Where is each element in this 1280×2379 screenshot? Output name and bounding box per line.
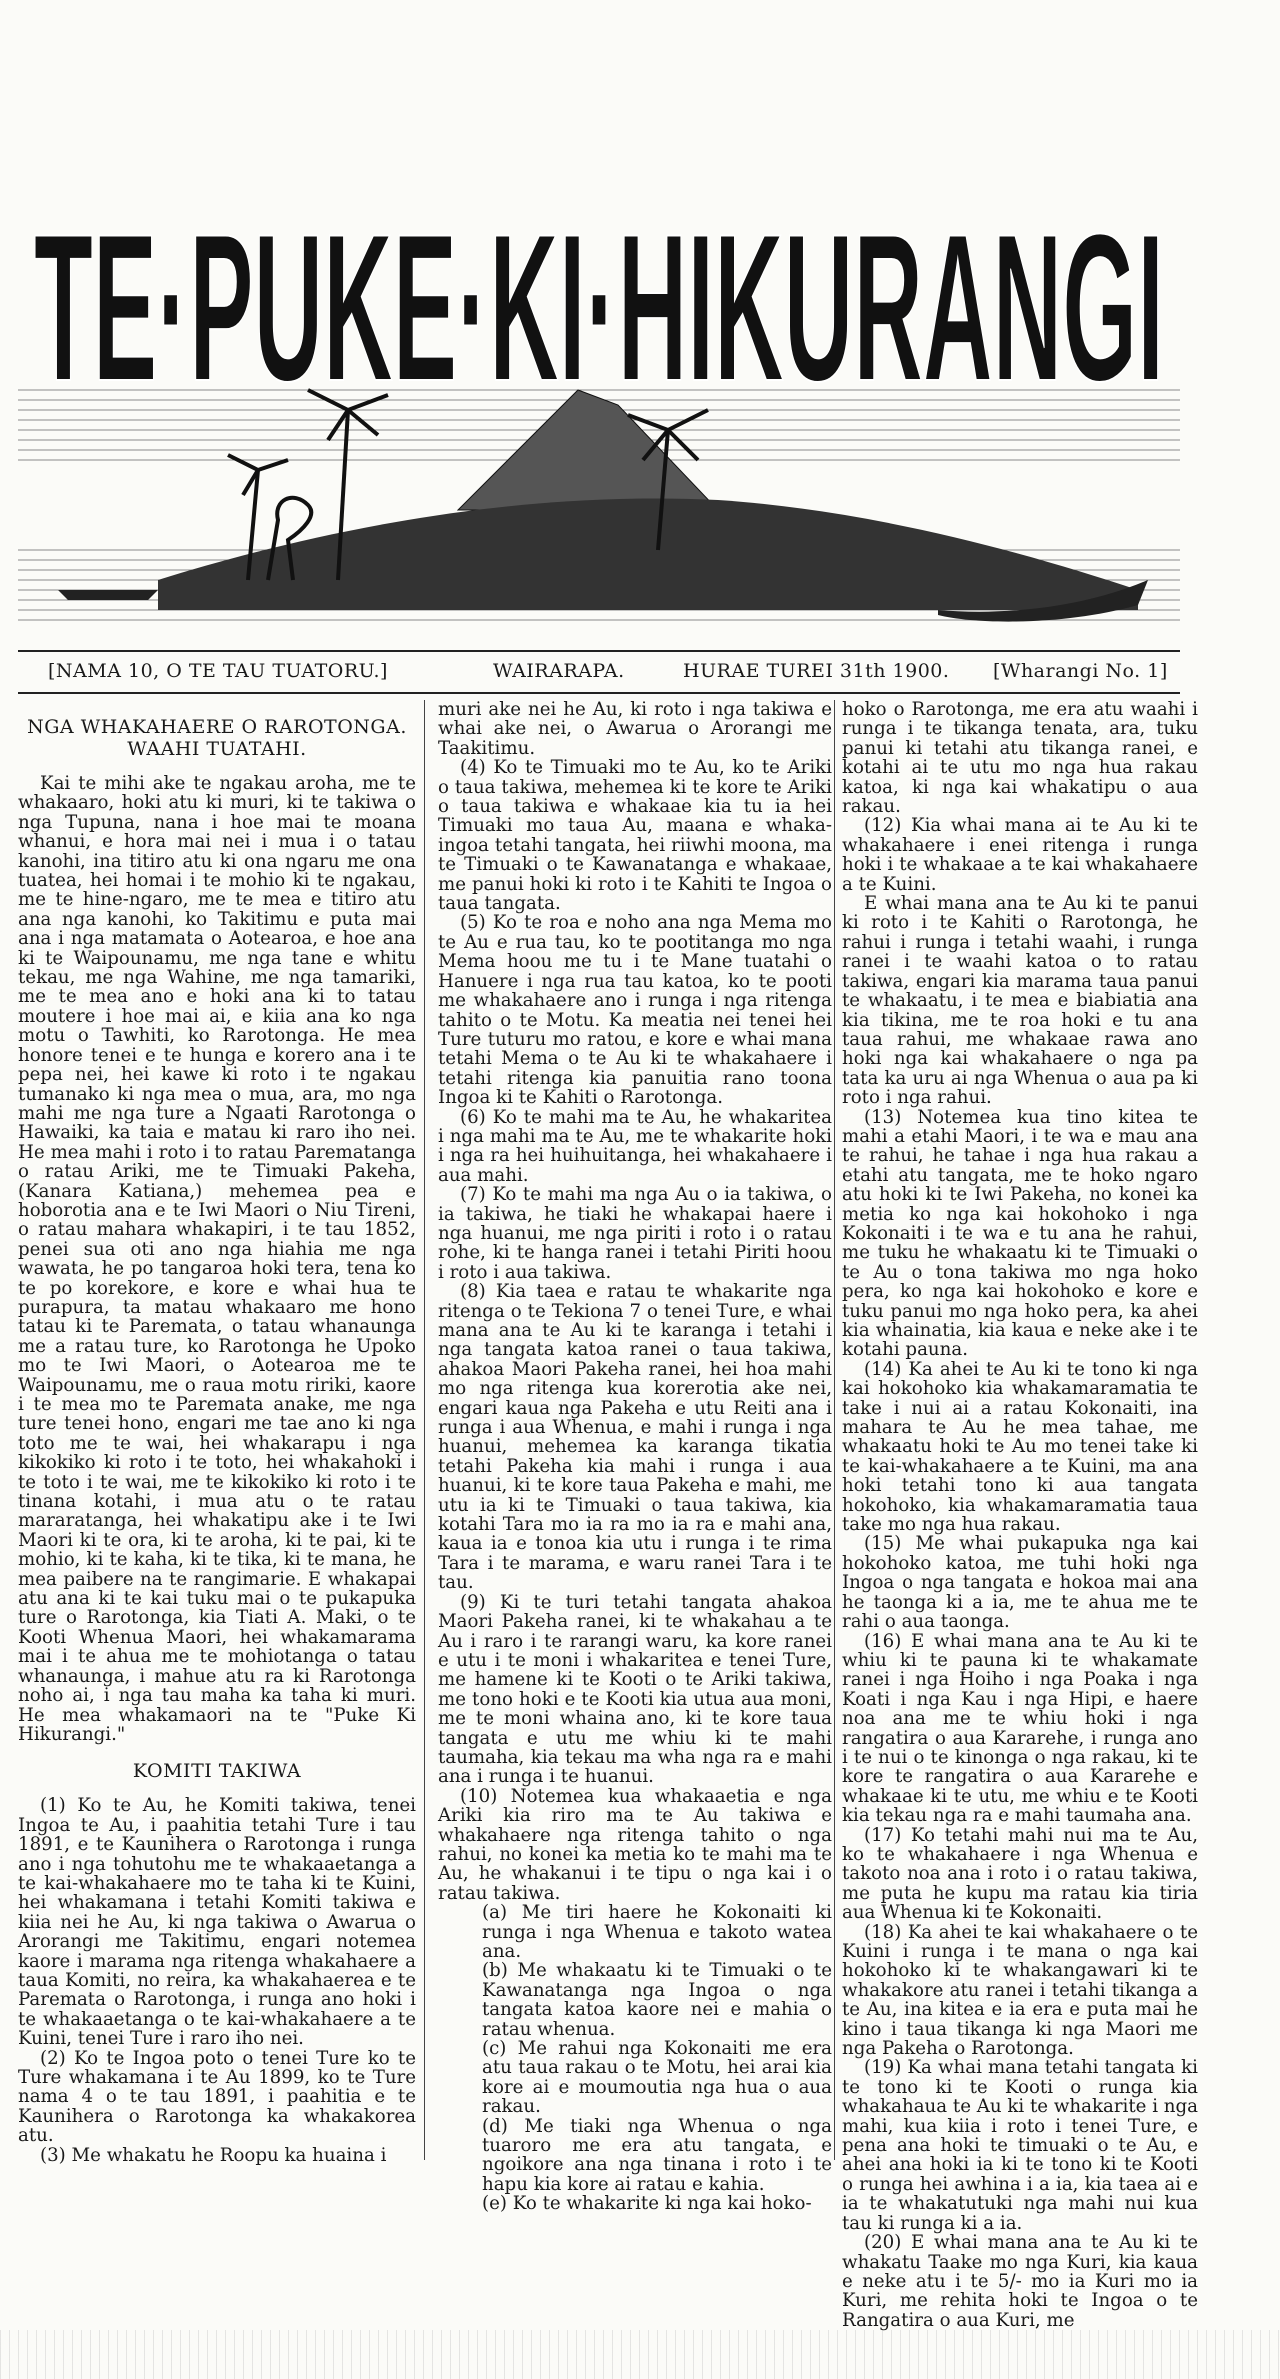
masthead-title: TE·PUKE·KI·HIKURANGI: [34, 190, 1164, 425]
column-1: [18, 700, 416, 2165]
scan-edge-noise: [0, 2330, 1280, 2379]
article-paragraph: hoko o Rarotonga, me era atu waahi i runga i te tikanga tenata, ara, tuku panui ki tetahi atu tikanga ranei, e kotahi ai te utu mo nga hua rakau katoa, ki nga kai whakatipu o aua rakau.: [842, 699, 1198, 818]
section-heading: KOMITI TAKIWA: [132, 1760, 302, 1783]
column-divider: [424, 700, 425, 2160]
boat-icon: [58, 590, 158, 600]
article-paragraph: (17) Ko tetahi mahi nui ma te Au, ko te whakahaere i nga Whenua e takoto noa ana i roto i o ratau takiwa, me puta he kupu ma ratau kia tiria aua Whenua ki te Kokonaiti.: [842, 1824, 1198, 1924]
article-heading: NGA WHAKAHAERE O RAROTONGA. WAAHI TUATAHI.: [27, 716, 407, 760]
article-paragraph: Kai te mihi ake te ngakau aroha, me te whakaaro, hoki atu ki muri, ki te takiwa o nga Tupuna, nana i hoe mai te moana whanui, e hora mai nei i mua i o tatau kanohi, ina titiro atu ki ona ngaru me ona tuatea, hei homai i te mohio ki te ngakau, me te hine-ngaro, me te mea e titiro atu ana nga kanohi, ko Takitimu e puta mai ana i nga matamata o Aotearoa, e hoe ana ki te Waipounamu, me nga tane e whitu tekau, me nga Wahine, me nga tamariki, me te mea ano e hoki ana ki to tatau moutere i hoe mai ai, e kiia ana ko nga motu o Tawhiti, ko Rarotonga. He mea honore tenei e te hunga e korero ana i te pepa nei, hei kawe ki roto i te ngakau tumanako ki nga mea o mua, ara, mo nga mahi me nga ture a Ngaati Rarotonga o Hawaiki, ka taia e matau ki raro iho nei. He mea mahi i roto i to ratau Parematanga o ratau Ariki, me te Timuaki Pakeha, (Kanara Katiana,) mehemea pea e hoborotia ana e te Iwi Maori o Niu Tireni, o ratau mahara whakapiri, i te tau 1852, penei sua oti ano nga hiahia me nga wawata, he po tangaroa hoki tera, tena ko te po korekore, e kore e whai hua te purapura, ta matau whakaaro me hono tatau ki te Paremata, o tatau whanaunga me a ratau ture, ko Rarotonga he Upoko mo te Iwi Maori, o Aotearoa me te Waipounamu, me o raua motu ririki, kaore i te mea mo te Paremata anake, me nga ture tenei hono, engari me tae ano ki nga toto me te wai, hei whakarapu i nga kikokiko ki roto i te toto, hei whakahoki i te toto i te wai, me te kikokiko ki roto i te tinana kotahi, i mua atu o te ratau mararatanga, hei whakatipu ake i te Iwi Maori ki te ora, ki te aroha, ki te pai, ki te mohio, ki te kaha, ki te tika, ki te mana, he mea paibere na te rangimarie. E whakapai atu ana ki te kai tuku mai o te pukapuka ture o Rarotonga, kia Tiati A. Maki, o te Kooti Whenua Maori, hei whakamarama mai i te ahua me te mohiotanga o tatau whanaunga, i mahue atu ra ki Rarotonga noho ai, i nga tau maha ka taha ki muri. He mea whakamaori na te "Puke Ki Hikurangi.": [18, 773, 416, 1745]
article-paragraph: (20) E whai mana ana te Au ki te whakatu Taake mo nga Kuri, kia kaua e neke atu i te 5/- mo ia Kuri mo ia Kuri, me rehita hoki te Ingoa o te Rangatira o aua Kuri, me: [842, 2232, 1198, 2331]
masthead-illustration: [18, 110, 1180, 670]
article-paragraph: (14) Ka ahei te Au ki te tono ki nga kai hokohoko kia whakamaramatia te take i nui ai a ratau Kokonaiti, ina mahara te Au he mea tahae, me whakaatu hoki te Au mo tenei take ki te kai-whakahaere a te Kuini, ma ana hoki tetahi tono ki aua tangata hokohoko, kia whakamaramatia taua take mo nga hua rakau.: [842, 1358, 1198, 1536]
column-divider: [834, 700, 835, 2160]
article-paragraph: E whai mana ana te Au ki te panui ki roto i te Kahiti o Rarotonga, he rahui i runga i tetahi waahi, i runga ranei i te waahi katoa o to ratau takiwa, engari kia marama taua panui te whakaatu, i te mea e biabiatia ana kia tikina, me te roa hoki e tu ana taua rahui, me whakaae rawa ano hoki nga kai whakahaere o nga pa tata ka uru ai nga Whenua o aua pa ki roto i nga rahui.: [842, 893, 1198, 1109]
list-item: (b) Me whakaatu ki te Timuaki o te Kawanatanga nga Ingoa o nga tangata katoa kaore nei e mahia o ratau whenua.: [482, 1960, 832, 2040]
article-paragraph: (2) Ko te Ingoa poto o tenei Ture ko te Ture whakamana i te Au 1899, ko te Ture nama 4 o te tau 1891, i paahitia e te Kaunihera o Rarotonga ka whakakorea atu.: [18, 2047, 416, 2147]
column-2: [438, 700, 832, 2214]
masthead: [18, 110, 1180, 670]
column-3: [842, 700, 1198, 2330]
place-name: WAIRARAPA.: [493, 660, 625, 682]
article-paragraph: (15) Me whai pukapuka nga kai hokohoko katoa, me tuhi hoki nga Ingoa o nga tangata e hokoa mai ana he taonga ki a ia, me te ahua me te rahi o aua taonga.: [842, 1533, 1198, 1633]
issue-number: [NAMA 10, O TE TAU TUATORU.]: [48, 660, 388, 682]
article-paragraph: (13) Notemea kua tino kitea te mahi a etahi Maori, i te wa e mau ana te rahui, he tahae i nga hua rakau a etahi atu tangata, me te hoko ngaro atu hoki ki te Iwi Pakeha, no konei ka metia ko nga kai hokohoko i nga Kokonaiti i te wa e tu ana he rahui, me tuku he whakaatu ki te Timuaki o te Au o tona takiwa mo nga hoko pera, ko nga kai hokohoko e kore e tuku panui mo nga hoko pera, ka ahei kia whainatia, kia kaua e neke ake i te kotahi pauna.: [842, 1106, 1198, 1361]
page-number: [Wharangi No. 1]: [993, 660, 1168, 682]
article-paragraph: (8) Kia taea e ratau te whakarite nga ritenga o te Tekiona 7 o tenei Ture, e whai mana ana te Au ki te karanga i tetahi i nga tangata katoa ranei o taua takiwa, ahakoa Maori Pakeha ranei, hei hoa mahi mo nga ritenga kua korerotia ake nei, engari kaua nga Pakeha e utu Reiti ana i runga i aua Whenua, e mahi i runga i nga huanui, mehemea ka karanga tikatia tetahi Pakeha kia mahi i runga i aua huanui, ki te kore taua Pakeha e mahi, me utu ia ki te Timuaki o taua takiwa, kia kotahi Tara mo ia ra mo ia ra e mahi ana, kaua ia e tonoa kia utu i runga i te rima Tara i te marama, e waru ranei Tara i te tau.: [438, 1281, 832, 1594]
list-item: (d) Me tiaki nga Whenua o nga tuaroro me era atu tangata, e ngoikore ana nga tinana i roto i te hapu kia kore ai ratau e kahia.: [482, 2115, 832, 2195]
list-item: (a) Me tiri haere he Kokonaiti ki runga i nga Whenua e takoto watea ana.: [482, 1902, 832, 1962]
article-paragraph: (7) Ko te mahi ma nga Au o ia takiwa, o ia takiwa, he tiaki he whakapai haere i nga huanui, me nga piriti i roto i o ratau rohe, ki te hanga ranei i tetahi Piriti hoou i roto i aua takiwa.: [438, 1184, 832, 1283]
island: [158, 498, 1138, 610]
article-paragraph: (12) Kia whai mana ai te Au ki te whakahaere i enei ritenga i runga hoki i te whakaae a te kai whakahaere a te Kuini.: [842, 815, 1198, 895]
article-paragraph: (3) Me whakatu he Roopu ka huaina i: [40, 2144, 387, 2166]
list-item: (e) Ko te whakarite ki nga kai hoko-: [482, 2193, 812, 2215]
list-item: (c) Me rahui nga Kokonaiti me era atu taua rakau o te Motu, hei arai kia kore ai e moumoutia nga hua o aua rakau.: [482, 2038, 832, 2118]
article-paragraph: (18) Ka ahei te kai whakahaere o te Kuini i runga i te mana o nga kai hokohoko ki te whakangawari ki te whakakore atu ranei i tetahi tikanga a te Au, ina kitea e ia era e puta mai he kino i taua tikanga ki nga Maori me nga Pakeha o Rarotonga.: [842, 1921, 1198, 2060]
dateline: [18, 652, 1180, 692]
article-paragraph: (9) Ki te turi tetahi tangata ahakoa Maori Pakeha ranei, ki te whakahau a te Au i raro i te rarangi waru, ka kore ranei e utu i te moni i whakaritea e tenei Ture, me hamene ki te Kooti o te Ariki takiwa, me tono hoki e te Kooti kia utua aua moni, me te moni whaina ano, ki te kore taua tangata e utu me whiu ki te mahi taumaha, kia tekau ma wha nga ra e mahi ana i runga i te huanui.: [438, 1591, 832, 1788]
dateline-rule-bottom: [18, 692, 1180, 694]
issue-date: HURAE TUREI 31th 1900.: [683, 660, 950, 682]
article-paragraph: (16) E whai mana ana te Au ki te whiu ki te pauna ki te whakamate ranei i nga Hoiho i nga Poaka i nga Koati i nga Kau i nga Hipi, e haere noa ana me te whiu hoki i nga rangatira o aua Kararehe, i runga ano i te nui o te kinonga o nga rakau, ki te kore te rangatira o aua Kararehe e whakaae ki te utu, me whiu e te Kooti kia tekau nga ra e mahi taumaha ana.: [842, 1630, 1198, 1827]
article-paragraph: (4) Ko te Timuaki mo te Au, ko te Ariki o taua takiwa, mehemea ki te kore te Ariki o taua takiwa e whakaae kia tu ia hei Timuaki mo taua Au, maana e whaka-ingoa tetahi tangata, hei riiwhi moona, ma te Timuaki o te Kawanatanga e whakaae, me panui hoki ki roto i te Kahiti te Ingoa o taua tangata.: [438, 757, 832, 915]
article-paragraph: (5) Ko te roa e noho ana nga Mema mo te Au e rua tau, ko te pootitanga mo nga Mema hoou me tu i te Mane tuatahi o Hanuere i nga rua tau katoa, ko te pooti me whakahaere ano i runga i nga ritenga tahito o te Motu. Ka meatia nei tenei hei Ture tuturu mo ratou, e kore e whai mana tetahi Mema o te Au ki te whakahaere i tetahi ritenga kia panuitia rano toona Ingoa ki te Kahiti o Rarotonga.: [438, 912, 832, 1109]
article-paragraph: (19) Ka whai mana tetahi tangata ki te tono ki te Kooti o runga kia whakahaua te Au ki te whakarite i nga mahi, kua kiia i roto i tenei Ture, e pena ana hoki te timuaki o te Au, e ahei ana hoki ia ki te tono ki te Kooti o runga hei awhina i a ia, kia taea ai e ia te whakatutuki nga mahi nui kua tau ki runga ki a ia.: [842, 2057, 1198, 2234]
article-paragraph: muri ake nei he Au, ki roto i nga takiwa e whai ake nei, o Awarua o Arorangi me Taakitimu.: [438, 699, 832, 759]
article-paragraph: (6) Ko te mahi ma te Au, he whakaritea i nga mahi ma te Au, me te whakarite hoki i nga ra hei huihuitanga, hei whakahaere i aua mahi.: [438, 1106, 832, 1186]
article-paragraph: (10) Notemea kua whakaaetia e nga Ariki kia riro ma te Au takiwa e whakahaere nga ritenga tahito o nga rahui, no konei ka metia ko te mahi ma te Au, he whakanui i te tipu o nga kai i o ratau takiwa.: [438, 1785, 832, 1904]
article-paragraph: (1) Ko te Au, he Komiti takiwa, tenei Ingoa te Au, i paahitia tetahi Ture i tau 1891, e te Kaunihera o Rarotonga i runga ano i nga tohutohu me te whakaaetanga a te kai-whakahaere mo te taha ki te Kuini, hei whakamana i tetahi Komiti takiwa e kiia nei he Au, ki nga takiwa o Awarua o Arorangi me Takitimu, engari notemea kaore i marama nga ritenga whakahaere a taua Komiti, no reira, ka whakahaerea e te Paremata o Rarotonga, i runga ano hoki i te whakaaetanga o te kai-whakahaere a te Kuini, tenei Ture i raro iho nei.: [18, 1795, 416, 2050]
